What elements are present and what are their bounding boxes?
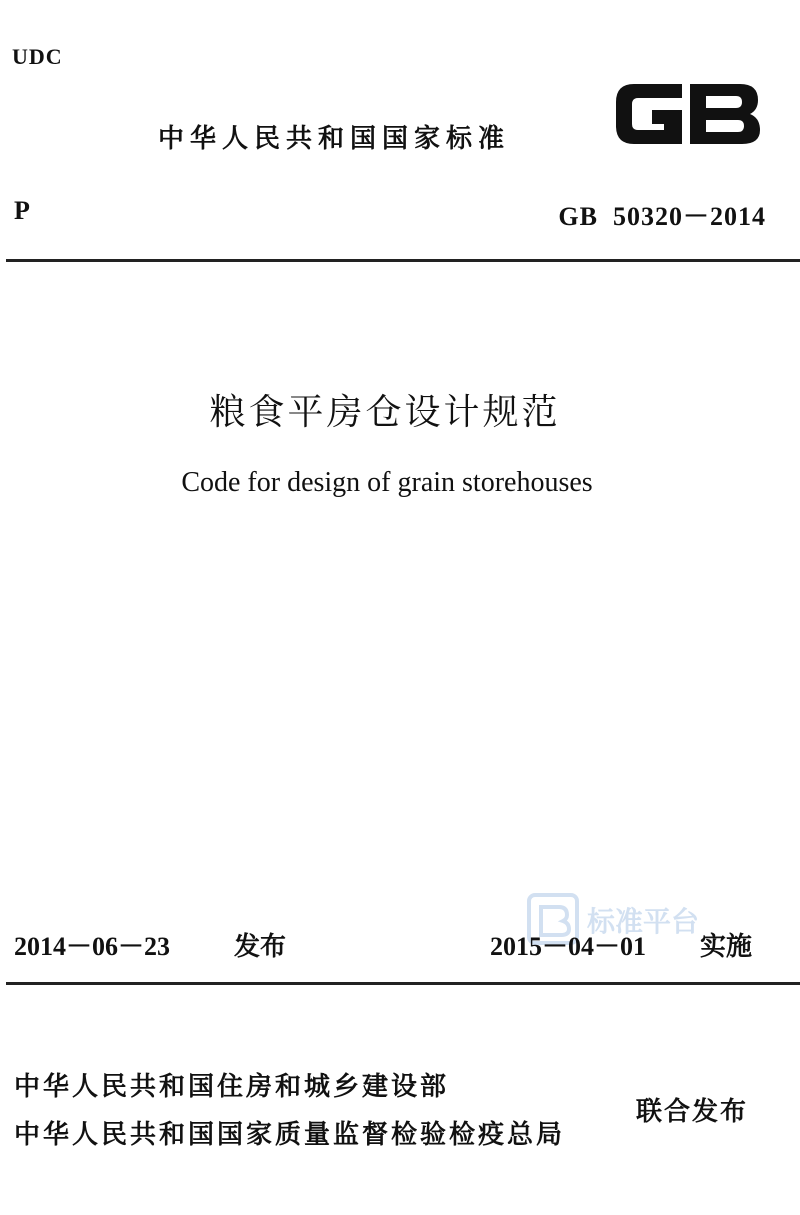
title-english: Code for design of grain storehouses: [181, 467, 593, 498]
issuer-aqsiq: 中华人民共和国国家质量监督检验检疫总局: [14, 1120, 566, 1150]
implementation-label: 实施: [700, 932, 753, 962]
implementation-date: 2015－04－01: [490, 932, 647, 961]
title-chinese: 粮食平房仓设计规范: [209, 392, 561, 433]
gb-logo-b-letter: [690, 84, 760, 144]
issue-label: 发布: [234, 932, 287, 962]
watermark-text: 标准平台: [587, 905, 700, 938]
udc-label: UDC: [12, 44, 63, 69]
bottom-divider: [6, 982, 800, 985]
standard-number: GB 50320－2014: [558, 202, 766, 231]
category-code: P: [14, 196, 30, 225]
issue-date: 2014－06－23: [14, 932, 171, 961]
top-divider: [6, 259, 800, 262]
gb-logo: [612, 76, 764, 152]
gb-logo-g-letter: [616, 84, 682, 144]
issuer-ministry: 中华人民共和国住房和城乡建设部: [14, 1072, 450, 1102]
joint-issue-label: 联合发布: [636, 1097, 749, 1127]
national-standard-heading: 中华人民共和国国家标准: [158, 124, 511, 154]
